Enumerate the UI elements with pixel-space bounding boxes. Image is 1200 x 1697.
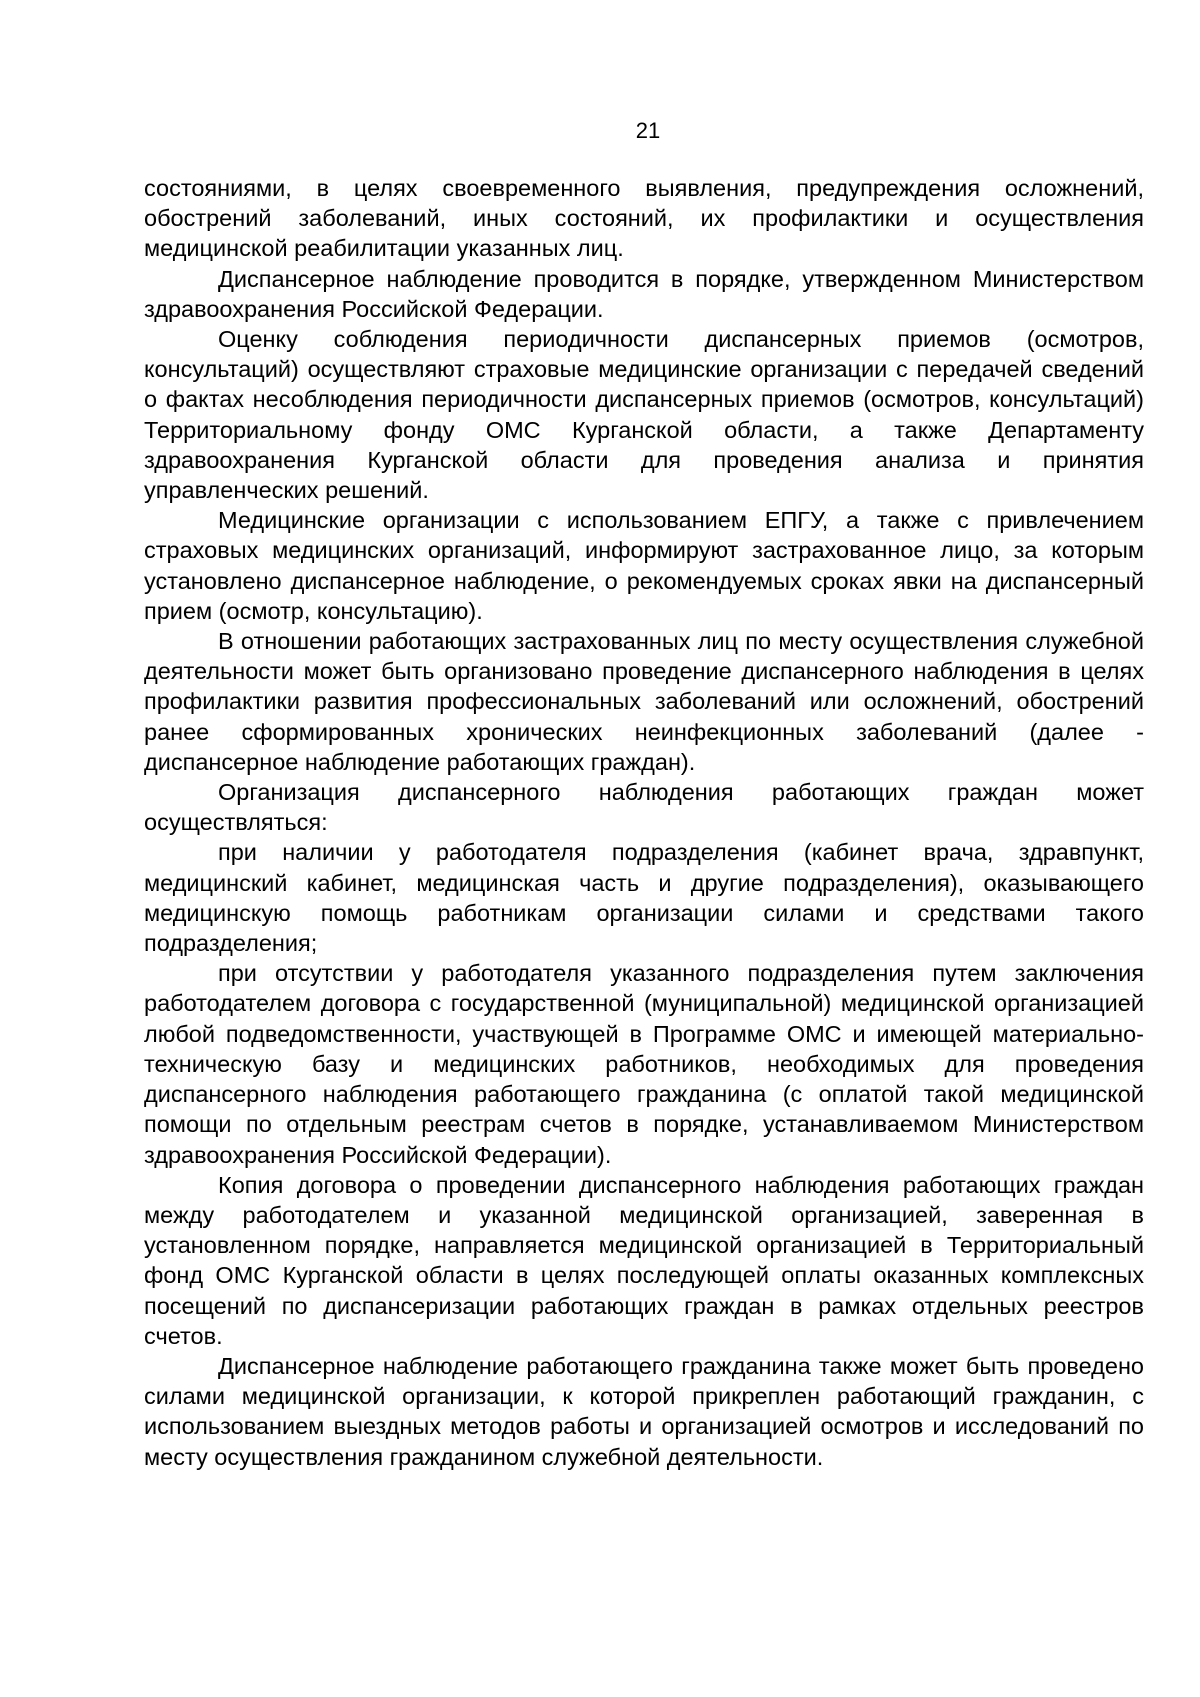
paragraph-no-employer-unit: при отсутствии у работодателя указанного подразделения путем заключения работодателем договора с государственной (муниципальной) медицинской организацией любой подведомственности, участвующей в Программе ОМС и имеющей материально-техническую базу и медицинских работников, необходимых для проведения диспансерного наблюдения работающего гражданина (с оплатой такой медицинской помощи по отдельным реестрам счетов в порядке, устанавливаемом Министерством здравоохранения Российской Федерации). [144,960,1144,1168]
paragraph-working-persons: В отношении работающих застрахованных лиц по месту осуществления служебной деятельности может быть организовано проведение диспансерного наблюдения в целях профилактики развития профессиональных заболеваний или осложнений, обострений ранее сформированных хронических неинфекционных заболеваний (далее - диспансерное наблюдение работающих граждан). [144,628,1144,775]
document-body [144,173,1144,1472]
paragraph-continuation: состояниями, в целях своевременного выявления, предупреждения осложнений, обострений заболеваний, иных состояний, их профилактики и осуществления медицинской реабилитации указанных лиц. [144,175,1144,262]
paragraph-dispensary-procedure: Диспансерное наблюдение проводится в порядке, утвержденном Министерством здравоохранения Российской Федерации. [144,265,1144,322]
paragraph-attached-organization: Диспансерное наблюдение работающего гражданина также может быть проведено силами медицинской организации, к которой прикреплен работающий гражданин, с использованием выездных методов работы и организацией осмотров и исследований по месту осуществления гражданином служебной деятельности. [144,1352,1144,1470]
paragraph-employer-unit: при наличии у работодателя подразделения (кабинет врача, здравпункт, медицинский кабинет, медицинская часть и другие подразделения), оказывающего медицинскую помощь работникам организации силами и средствами такого подразделения; [144,839,1144,957]
paragraph-periodicity-assessment: Оценку соблюдения периодичности диспансерных приемов (осмотров, консультаций) осуществляют страховые медицинские организации с передачей сведений о фактах несоблюдения периодичности диспансерных приемов (осмотров, консультаций) Территориальному фонду ОМС Курганской области, а также Департаменту здравоохранения Курганской области для проведения анализа и принятия управленческих решений. [144,326,1144,504]
paragraph-organization: Организация диспансерного наблюдения работающих граждан может осуществляться: [144,779,1144,836]
paragraph-contract-copy: Копия договора о проведении диспансерного наблюдения работающих граждан между работодателем и указанной медицинской организацией, заверенная в установленном порядке, направляется медицинской организацией в Территориальный фонд ОМС Курганской области в целях последующей оплаты оказанных комплексных посещений по диспансеризации работающих граждан в рамках отдельных реестров счетов. [144,1171,1144,1349]
page-number: 21 [635,118,661,143]
paragraph-epgu-informing: Медицинские организации с использованием ЕПГУ, а также с привлечением страховых медицинских организаций, информируют застрахованное лицо, за которым установлено диспансерное наблюдение, о рекомендуемых сроках явки на диспансерный прием (осмотр, консультацию). [144,507,1144,624]
